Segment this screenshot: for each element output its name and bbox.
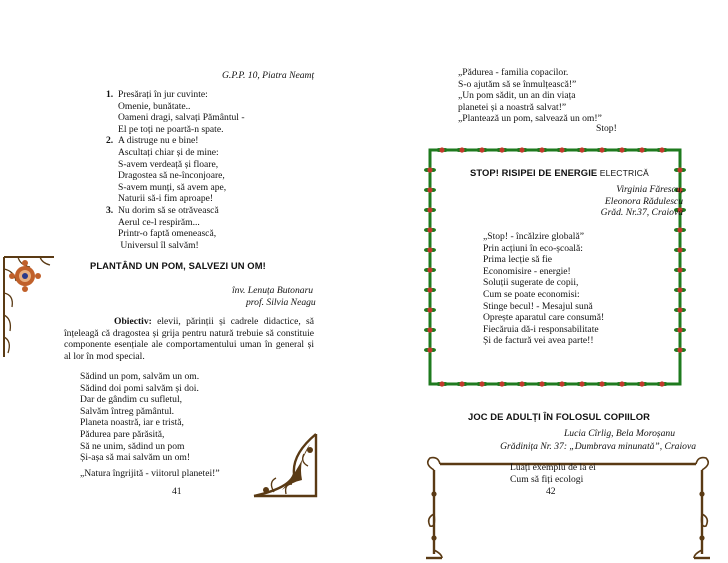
flower-bud-icon [436,381,448,386]
flower-bud-icon [424,207,436,212]
flower-bud-icon [674,167,686,172]
flower-bud-icon [516,381,528,386]
flower-bud-icon [674,327,686,332]
slogan-line: planetei și a noastră salvat!” [458,101,567,113]
stanza-number: 1. [106,89,114,100]
poem-line [106,135,245,147]
author-name: înv. Lenuța Butonaru [232,285,314,296]
box-author-line: Eleonora Rădulescu [604,195,683,207]
flower-bud-icon [424,247,436,252]
quote: „Natura îngrijită - viitorul planetei!” [80,468,220,479]
poem-line [106,228,245,240]
section2-line: Luați exemplu de la ei [510,462,596,473]
flower-bud-icon [674,347,686,352]
poem-line [106,89,245,101]
poem-line [106,193,245,205]
poem-line-text: Naturii să-i fim aproape! [118,193,214,205]
box-poem-line: Oprește aparatul care consumă! [483,312,605,324]
flower-bud-icon [616,147,628,152]
poem-line-text: Omenie, bunătate.. [118,100,191,112]
poem-line-text: A distruge nu e bine! [118,135,199,147]
poem-line: Să ne unim, sădind un pom [80,440,185,452]
flower-bud-icon [424,187,436,192]
box-author-line: Virginia Fărescu, [616,184,683,195]
flower-bud-icon [424,267,436,272]
flower-bud-icon [596,147,608,152]
flower-bud-icon [536,381,548,386]
poem-line-text: Presărați în jur cuvinte: [118,89,208,100]
flower-bud-icon [536,147,548,152]
flower-bud-icon [556,381,568,386]
poem-line-text: Ascultați chiar și de mine: [118,146,219,158]
flower-bud-icon [674,267,686,272]
flower-bud-icon [674,227,686,232]
box-poem-line: Economisire - energie! [483,265,571,277]
poem-line: Planeta noastră, iar e tristă, [80,417,184,429]
flower-bud-icon [656,147,668,152]
box-author-line: Grăd. Nr.37, Craiova [600,207,683,219]
poem-line: Dar de gândim cu sufletul, [80,394,183,406]
poem-line [106,112,245,124]
poem-line-text: Nu dorim să se otrăvească [118,204,219,216]
poem-line-text: Oameni dragi, salvați Pământul - [118,112,245,124]
stop-text: Stop! [596,123,617,134]
box-poem-line: „Stop! - încălzire globală” [483,231,584,242]
poem-line: Și-așa să mai salvăm un om! [80,452,191,464]
poem-line-text: Universul îl salvăm! [118,239,199,251]
flower-bud-icon [424,287,436,292]
poem-line [106,159,245,171]
flower-bud-icon [516,147,528,152]
flower-bud-icon [436,147,448,152]
flower-bud-icon [424,307,436,312]
poem-line [106,124,245,136]
section2-school: Grădinița Nr. 37: „Dumbrava minunată”, Craiova [500,441,696,452]
objective-label: Obiectiv: [114,316,152,327]
flower-bud-icon [636,147,648,152]
flower-bud-icon [496,381,508,386]
flower-bud-icon [556,147,568,152]
flower-bud-icon [456,147,468,152]
stanza-number: 3. [106,204,114,216]
flower-bud-icon [674,247,686,252]
poem-block [80,371,199,464]
poem-line [106,217,245,229]
box-poem-line: Prima lecție să fie [483,254,552,266]
flower-bud-icon [456,381,468,386]
flower-icon [9,260,41,292]
poem-line: Pădurea pare părăsită, [80,428,165,440]
poem-line [106,147,245,159]
box-poem-line: Soluții sugerate de copii, [483,277,579,289]
box-authors [601,184,683,219]
flower-bud-icon [424,327,436,332]
poem-line [106,170,245,182]
section2-poem [510,462,596,485]
poem-line [106,182,245,194]
author-name: prof. Silvia Neagu [246,297,316,308]
slogan-line: S-o ajutăm să se înmulțească!” [458,78,577,90]
flower-bud-icon [476,381,488,386]
section2-authors: Lucia Cîrlig, Bela Moroșanu [563,428,675,439]
top-slogans [458,67,602,125]
flower-bud-icon [476,147,488,152]
poem-line [106,205,245,217]
box-title [470,167,649,178]
poem-line [106,240,245,252]
box-poem-line: Stinge becul! - Mesajul sună [483,300,593,312]
page-number: 42 [546,486,556,497]
poem-line: Salvăm întreg pământul. [80,405,175,417]
flower-bud-icon [674,287,686,292]
section2-title: JOC DE ADULȚI ÎN FOLOSUL COPIILOR [468,411,650,422]
page-number: 41 [172,486,182,497]
box-poem-line: Prin acțiuni în eco-școală: [483,242,583,254]
flower-bud-icon [424,167,436,172]
poem-line: Sădind un pom, salvăm un om. [80,371,200,382]
corner-ornament [246,430,320,500]
box-poem-line: Fiecăruia dă-i responsabilitate [483,323,599,335]
box-poem-line: Cum se poate economisi: [483,288,580,300]
floral-corner-ornament [0,249,58,361]
slogan-line: „Pădurea - familia copacilor. [458,67,569,78]
poem-line-text: Dragostea să ne-înconjoare, [118,170,225,182]
poem-line: Sădind doi pomi salvăm și doi. [80,382,199,394]
objective-text: elevii, părinții și cadrele didactice, să înțeleagă că dragostea și grija pentru natură trebuie să constituie componente esențiale ale comportamentului uman în general și al lor în mod special. [64,316,314,362]
box-poem-line: Și de factură vei avea parte!! [483,335,594,347]
poem-stanzas [106,89,245,251]
poem-line-text: S-avem verdeață și floare, [118,158,219,170]
slogan-line: „Un pom sădit, un an din viața [458,90,576,102]
poem-line-text: Printr-o faptă omenească, [118,228,217,240]
flower-bud-icon [596,381,608,386]
flower-bud-icon [576,381,588,386]
poem-line-text: El pe toți ne poartă-n spate. [118,123,224,135]
objective-paragraph [64,316,314,362]
box-title-bold: STOP! RISIPEI DE ENERGIE [470,167,598,178]
stanza-number: 2. [106,135,114,147]
flower-bud-icon [616,381,628,386]
flower-bud-icon [496,147,508,152]
poem-line-text: S-avem munți, să avem ape, [118,181,227,193]
slogan-line: „Plantează un pom, salvează un om!” [458,113,602,125]
box-poem [483,231,604,347]
flower-bud-icon [674,307,686,312]
poem-line [106,101,245,113]
poem-line-text: Aerul ce-l respirăm... [118,216,200,228]
flower-bud-icon [656,381,668,386]
box-title-rest: ELECTRICĂ [597,168,649,178]
page-header: G.P.P. 10, Piatra Neamț [222,70,315,81]
section-title: PLANTÂND UN POM, SALVEZI UN OM! [90,260,266,271]
flower-bud-icon [636,381,648,386]
flower-bud-icon [576,147,588,152]
flower-bud-icon [424,227,436,232]
section2-line: Cum să fiți ecologi [510,473,584,485]
flower-bud-icon [424,347,436,352]
